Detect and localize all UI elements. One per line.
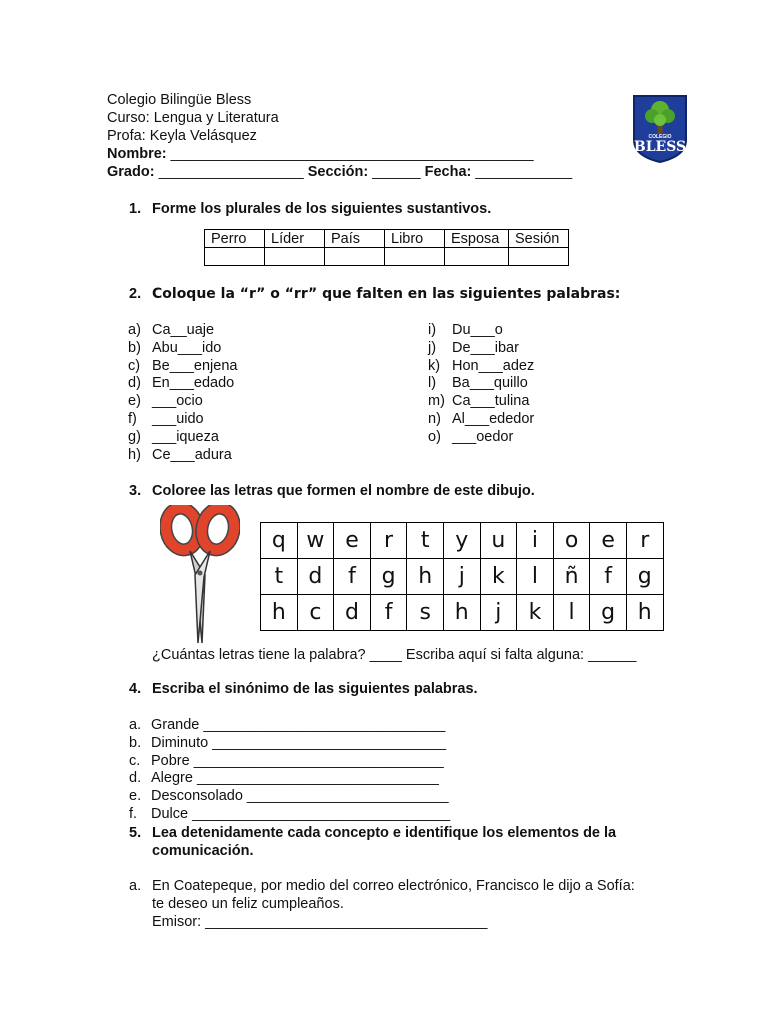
letter-cell[interactable]: e — [590, 523, 627, 559]
letter-cell[interactable]: i — [517, 523, 554, 559]
logo-top-text: COLEGIO — [648, 134, 672, 140]
list-item[interactable]: l) Ba___quillo — [428, 375, 528, 392]
q5-number: 5. — [129, 825, 142, 841]
plurals-answer-row — [205, 248, 569, 266]
letter-cell[interactable]: k — [480, 559, 517, 595]
letter-cell[interactable]: s — [407, 595, 444, 631]
q5-item-text-2: te deseo un feliz cumpleaños. — [152, 895, 344, 912]
letter-cell[interactable]: h — [443, 595, 480, 631]
q5-title: Lea detenidamente cada concepto e identifique los elementos de la comunicación. — [152, 825, 617, 859]
q4-list — [129, 717, 450, 824]
letter-cell[interactable]: f — [334, 559, 371, 595]
plurals-table — [204, 229, 569, 266]
q2-number: 2. — [129, 286, 142, 302]
q4-title: Escriba el sinónimo de las siguientes palabras. — [152, 681, 478, 697]
letter-cell[interactable]: u — [480, 523, 517, 559]
list-item[interactable]: e. Desconsolado _________________________ — [129, 788, 449, 805]
letter-cell[interactable]: d — [297, 559, 334, 595]
plural-answer-cell[interactable] — [205, 248, 265, 266]
plural-word: País — [325, 230, 385, 248]
list-item[interactable]: j) De___ibar — [428, 339, 519, 356]
letter-cell[interactable]: f — [590, 559, 627, 595]
list-item[interactable]: m) Ca___tulina — [428, 393, 530, 410]
list-item[interactable]: c) Be___enjena — [128, 357, 238, 374]
grade-line[interactable]: __________________ — [158, 164, 304, 180]
list-item[interactable]: o) ___oedor — [428, 428, 514, 445]
plural-answer-cell[interactable] — [509, 248, 569, 266]
section-line[interactable]: ______ — [372, 164, 421, 180]
letter-cell[interactable]: j — [443, 559, 480, 595]
letter-cell[interactable]: g — [626, 559, 663, 595]
date-label: Fecha: — [424, 164, 472, 180]
letter-cell[interactable]: t — [407, 523, 444, 559]
q3-title: Coloree las letras que formen el nombre de este dibujo. — [152, 483, 535, 499]
letter-cell[interactable]: e — [334, 523, 371, 559]
q3-number: 3. — [129, 483, 142, 499]
section-label: Sección: — [307, 164, 369, 180]
course-label: Curso: Lengua y Literatura — [107, 110, 279, 126]
q3-count-question[interactable]: ¿Cuántas letras tiene la palabra? ____ Escriba aquí si falta alguna: ______ — [152, 647, 637, 663]
letter-cell[interactable]: d — [334, 595, 371, 631]
letter-cell[interactable]: r — [370, 523, 407, 559]
letter-cell[interactable]: f — [370, 595, 407, 631]
letter-cell[interactable]: t — [261, 559, 298, 595]
plural-word: Sesión — [509, 230, 569, 248]
q1-number: 1. — [129, 201, 142, 217]
q2-right-list — [428, 322, 534, 447]
q1-title: Forme los plurales de los siguientes sustantivos. — [152, 201, 492, 217]
grade-row — [107, 164, 572, 182]
name-field[interactable] — [107, 146, 534, 164]
plurals-header-row — [205, 230, 569, 248]
list-item[interactable]: n) Al___ededor — [428, 410, 535, 427]
list-item[interactable]: f. Dulce ________________________________ — [129, 805, 451, 822]
list-item[interactable]: a. Grande ______________________________ — [129, 717, 446, 733]
list-item[interactable]: h) Ce___adura — [128, 446, 232, 463]
q4-number: 4. — [129, 681, 142, 697]
name-line: _____________________________________________ — [170, 146, 534, 162]
q2-title: Coloque la “r” o “rr” que falten en las siguientes palabras: — [152, 286, 621, 302]
list-item[interactable]: d) En___edado — [128, 375, 235, 392]
letter-cell[interactable]: y — [443, 523, 480, 559]
emitter-field[interactable]: Emisor: ___________________________________ — [152, 913, 488, 930]
letter-cell[interactable]: l — [553, 595, 590, 631]
letter-cell[interactable]: o — [553, 523, 590, 559]
plural-word: Perro — [205, 230, 265, 248]
plural-word: Esposa — [445, 230, 509, 248]
logo-text: BLESS — [633, 139, 687, 155]
list-item[interactable]: b. Diminuto _____________________________ — [129, 734, 447, 751]
teacher-label: Profa: Keyla Velásquez — [107, 128, 257, 144]
letter-cell[interactable]: g — [590, 595, 627, 631]
list-item[interactable]: g) ___iqueza — [128, 428, 219, 445]
letter-cell[interactable]: q — [261, 523, 298, 559]
letter-cell[interactable]: w — [297, 523, 334, 559]
list-item[interactable]: i) Du___o — [428, 322, 503, 338]
letter-cell[interactable]: j — [480, 595, 517, 631]
list-item[interactable]: c. Pobre _______________________________ — [129, 752, 444, 769]
plural-word: Líder — [265, 230, 325, 248]
list-item[interactable]: a) Ca__uaje — [128, 322, 215, 338]
plural-answer-cell[interactable] — [445, 248, 509, 266]
letter-grid — [260, 522, 664, 631]
list-item[interactable]: d. Alegre ______________________________ — [129, 770, 439, 787]
letter-cell[interactable]: l — [517, 559, 554, 595]
letter-row — [261, 559, 664, 595]
plural-answer-cell[interactable] — [325, 248, 385, 266]
letter-cell[interactable]: k — [517, 595, 554, 631]
q5-item-label: a. — [129, 878, 142, 894]
list-item[interactable]: k) Hon___adez — [428, 357, 535, 374]
letter-cell[interactable]: g — [370, 559, 407, 595]
letter-cell[interactable]: h — [261, 595, 298, 631]
name-label: Nombre: — [107, 146, 167, 162]
letter-row — [261, 523, 664, 559]
date-line[interactable]: ____________ — [475, 164, 573, 180]
grade-label: Grado: — [107, 164, 155, 180]
school-logo — [630, 94, 690, 164]
plural-answer-cell[interactable] — [265, 248, 325, 266]
school-name: Colegio Bilingüe Bless — [107, 92, 252, 108]
scissors-icon — [160, 505, 240, 645]
letter-cell[interactable]: r — [626, 523, 663, 559]
plural-word: Libro — [385, 230, 445, 248]
list-item[interactable]: f) ___uido — [128, 410, 204, 427]
letter-cell[interactable]: ñ — [553, 559, 590, 595]
q5-item-text-1: En Coatepeque, por medio del correo electrónico, Francisco le dijo a Sofía: — [152, 878, 635, 894]
plural-answer-cell[interactable] — [385, 248, 445, 266]
q5-item — [152, 878, 635, 931]
letter-cell[interactable]: h — [407, 559, 444, 595]
letter-cell[interactable]: h — [626, 595, 663, 631]
letter-cell[interactable]: c — [297, 595, 334, 631]
letter-row — [261, 595, 664, 631]
list-item[interactable]: e) ___ocio — [128, 393, 203, 410]
list-item[interactable]: b) Abu___ido — [128, 339, 222, 356]
q2-left-list — [128, 322, 237, 464]
